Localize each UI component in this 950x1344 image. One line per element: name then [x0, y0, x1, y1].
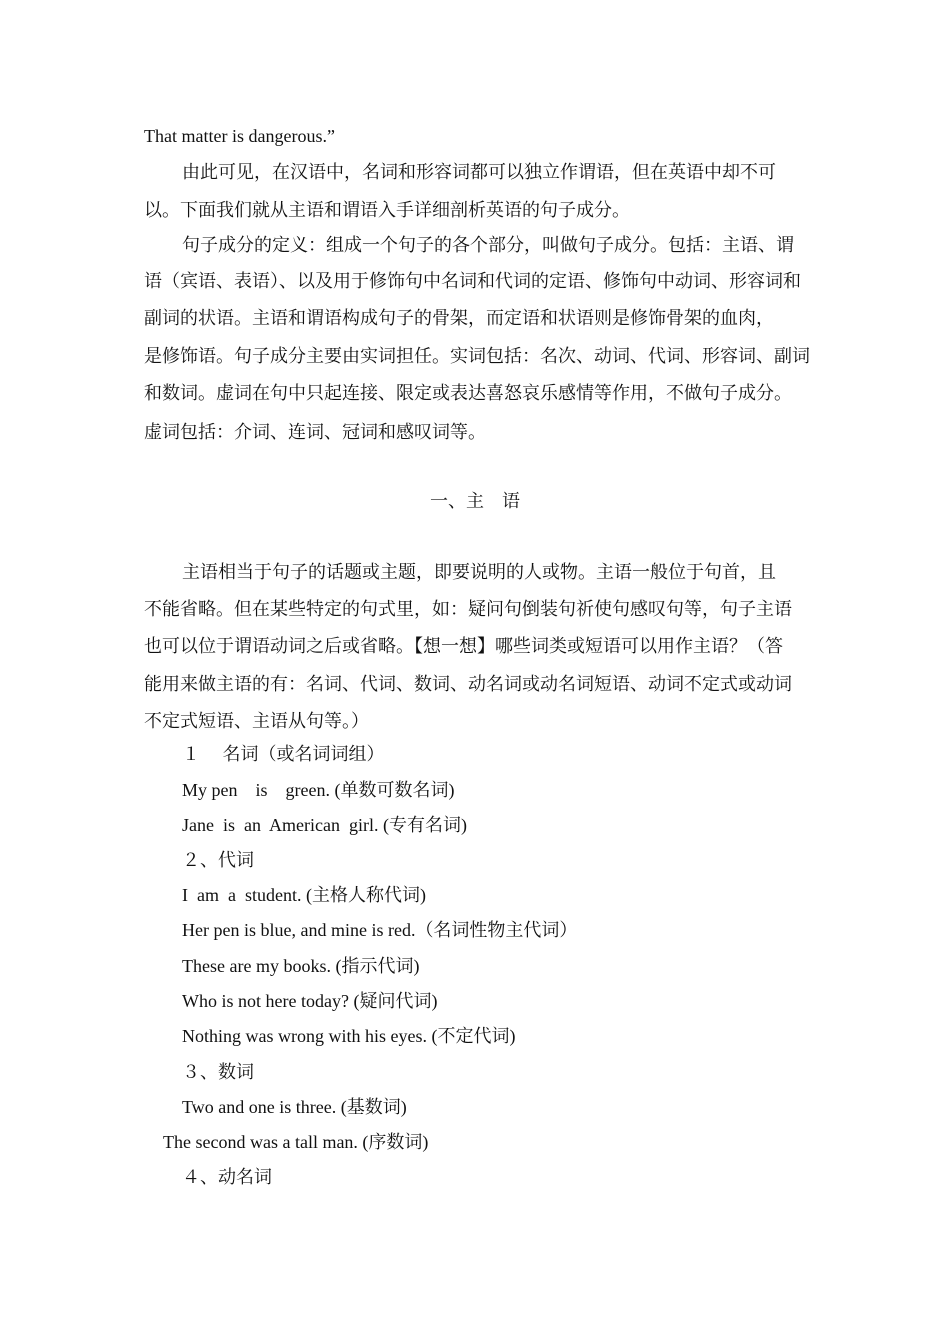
paragraph-line: 语（宾语、表语）、以及用于修饰句中名词和代词的定语、修饰句中动词、形容词和: [144, 271, 801, 291]
paragraph-line: 能用来做主语的有：名词、代词、数词、动名词或动名词短语、动词不定式或动词: [144, 674, 792, 694]
subsection-label: ２、代词: [182, 850, 254, 870]
paragraph-line: 不能省略。但在某些特定的句式里，如：疑问句倒装句祈使句感叹句等，句子主语: [144, 599, 792, 619]
paragraph-line: 句子成分的定义：组成一个句子的各个部分，叫做句子成分。包括：主语、谓: [182, 235, 794, 255]
example-sentence: Nothing was wrong with his eyes. (不定代词): [182, 1026, 516, 1046]
example-sentence: My pen is green. (单数可数名词): [182, 780, 455, 800]
paragraph-line: 也可以位于谓语动词之后或省略。【想一想】哪些词类或短语可以用作主语？（答: [144, 636, 783, 656]
example-sentence: Who is not here today? (疑问代词): [182, 991, 438, 1011]
text-line: That matter is dangerous.”: [144, 126, 335, 146]
example-sentence: Two and one is three. (基数词): [182, 1097, 407, 1117]
paragraph-line: 不定式短语、主语从句等。）: [144, 711, 369, 731]
paragraph-line: 是修饰语。句子成分主要由实词担任。实词包括：名次、动词、代词、形容词、副词: [144, 346, 810, 366]
example-sentence: Jane is an American girl. (专有名词): [182, 815, 467, 835]
example-sentence: These are my books. (指示代词): [182, 956, 420, 976]
paragraph-line: 和数词。虚词在句中只起连接、限定或表达喜怒哀乐感情等作用，不做句子成分。: [144, 383, 792, 403]
section-heading: 一、主 语: [430, 491, 520, 511]
subsection-label: ３、数词: [182, 1062, 254, 1082]
example-sentence: The second was a tall man. (序数词): [163, 1132, 429, 1152]
example-sentence: Her pen is blue, and mine is red.（名词性物主代词）: [182, 920, 578, 940]
subsection-label: １ 名词（或名词词组）: [182, 744, 385, 764]
paragraph-line: 由此可见，在汉语中，名词和形容词都可以独立作谓语，但在英语中却不可: [182, 162, 776, 182]
paragraph-line: 主语相当于句子的话题或主题，即要说明的人或物。主语一般位于句首，且: [182, 562, 776, 582]
paragraph-line: 以。下面我们就从主语和谓语入手详细剖析英语的句子成分。: [144, 200, 630, 220]
subsection-label: ４、动名词: [182, 1167, 272, 1187]
paragraph-line: 副词的状语。主语和谓语构成句子的骨架，而定语和状语则是修饰骨架的血肉，: [144, 308, 774, 328]
paragraph-line: 虚词包括：介词、连词、冠词和感叹词等。: [144, 422, 486, 442]
example-sentence: I am a student. (主格人称代词): [182, 885, 426, 905]
